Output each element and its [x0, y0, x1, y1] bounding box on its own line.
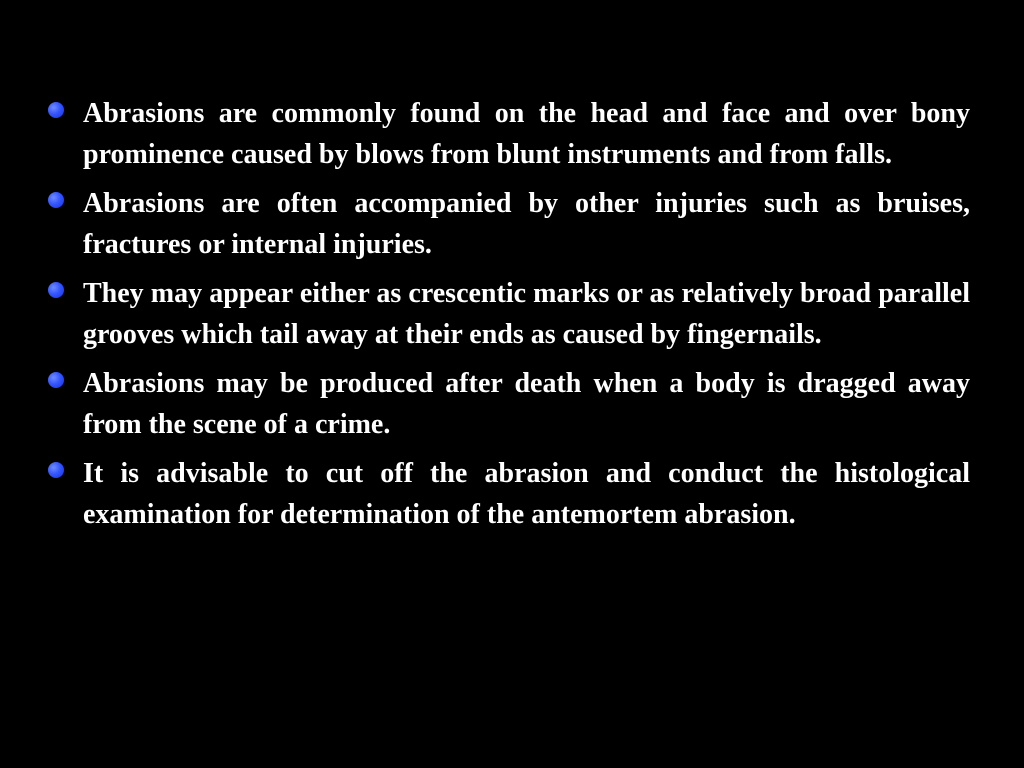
bullet-dot-icon [48, 462, 64, 478]
bullet-dot-icon [48, 192, 64, 208]
bullet-item [48, 93, 970, 175]
bullet-text: It is advisable to cut off the abrasion and conduct the histological examination for determination of the antemortem abrasion. [83, 458, 970, 530]
bullet-item [48, 453, 970, 535]
bullet-text: They may appear either as crescentic marks or as relatively broad parallel grooves which tail away at their ends as caused by fingernails. [83, 278, 970, 350]
bullet-text: Abrasions may be produced after death when a body is dragged away from the scene of a crime. [83, 368, 970, 440]
bullet-text: Abrasions are commonly found on the head and face and over bony prominence caused by blows from blunt instruments and from falls. [83, 98, 970, 170]
bullet-dot-icon [48, 282, 64, 298]
bullet-item [48, 363, 970, 445]
bullet-dot-icon [48, 102, 64, 118]
bullet-item [48, 273, 970, 355]
bullet-item [48, 183, 970, 265]
bullet-list [48, 93, 970, 543]
bullet-dot-icon [48, 372, 64, 388]
bullet-text: Abrasions are often accompanied by other injuries such as bruises, fractures or internal injuries. [83, 188, 970, 260]
